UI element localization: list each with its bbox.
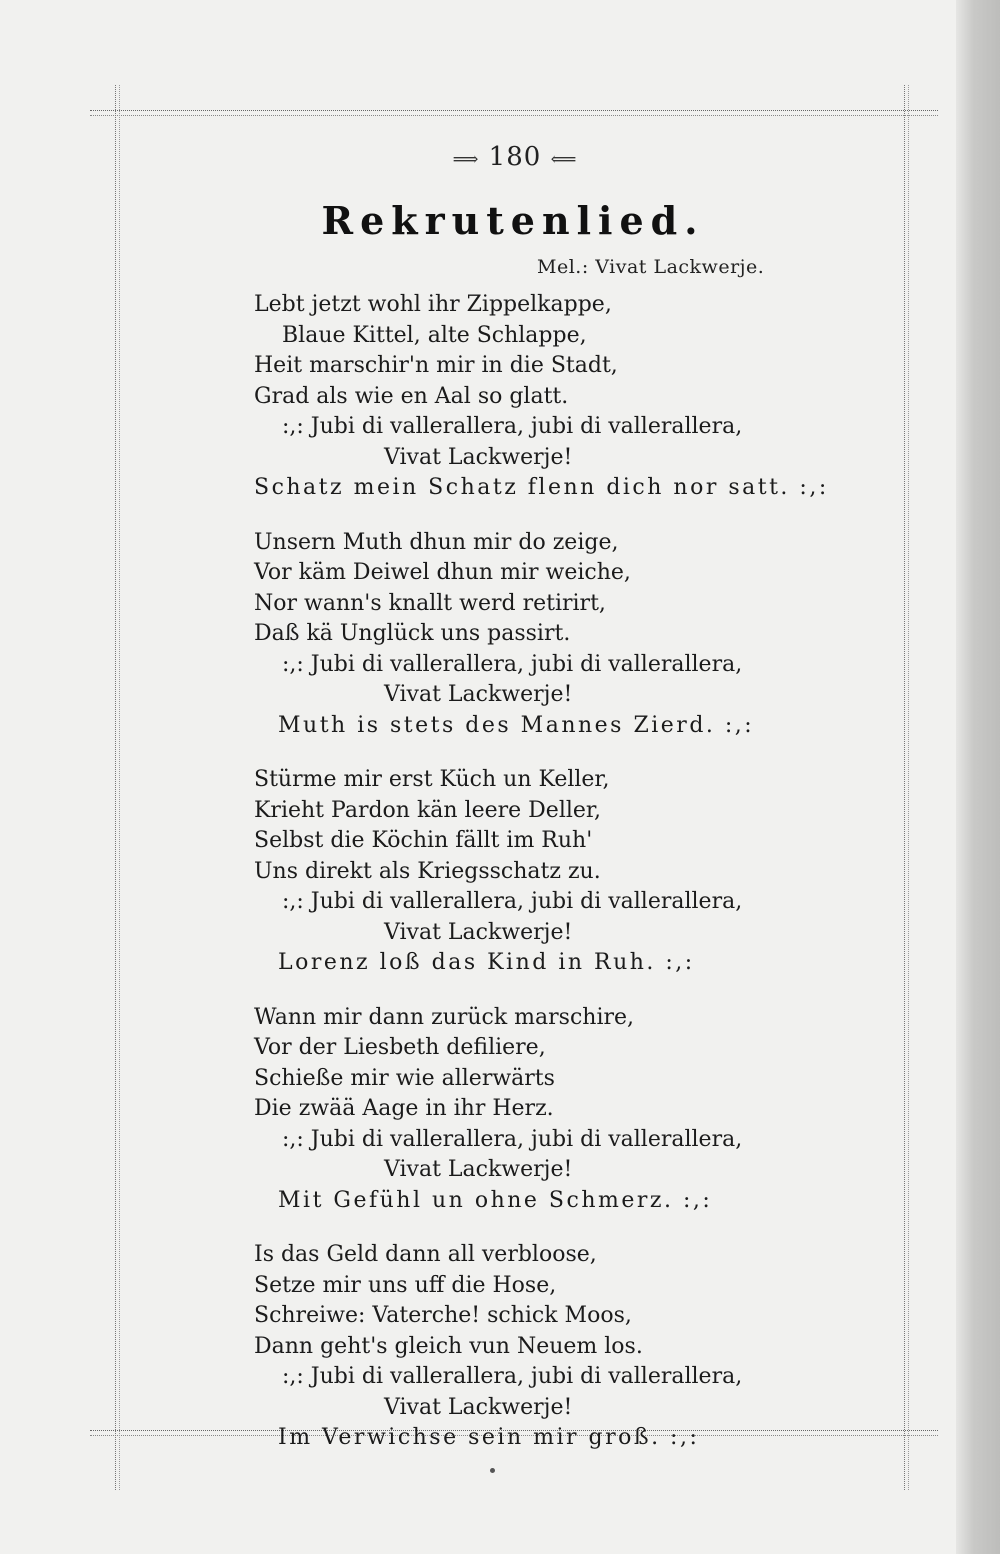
verse-line: Heit marschir'n mir in die Stadt, — [254, 353, 618, 378]
verse-line: Wann mir dann zurück marschire, — [254, 1004, 635, 1030]
verse-line: Unsern Muth dhun mir do zeige, — [254, 529, 619, 555]
refrain-line: Vivat Lackwerje! — [384, 682, 573, 707]
melody-note: Mel.: Vivat Lackwerje. — [537, 256, 765, 278]
verse-line: Die zwää Aage in ihr Herz. — [254, 1096, 554, 1121]
verse-line: Stürme mir erst Küch un Keller, — [254, 767, 610, 792]
stanza-4 — [254, 1003, 854, 1217]
verse-line: Selbst die Köchin fällt im Ruh' — [254, 828, 593, 853]
refrain-line: :,: Jubi di vallerallera, jubi di vallerallera, — [282, 1126, 743, 1152]
poem — [254, 290, 854, 1478]
refrain-line: :,: Jubi di vallerallera, jubi di vallerallera, — [282, 651, 743, 677]
verse-line: Schreiwe: Vaterche! schick Moos, — [254, 1303, 632, 1328]
refrain-line: Vivat Lackwerje! — [384, 1157, 573, 1182]
verse-line: Daß kä Unglück uns passirt. — [254, 621, 571, 646]
refrain-line: Lorenz loß das Kind in Ruh. :,: — [278, 950, 695, 975]
print-speck — [490, 1468, 495, 1473]
verse-line: Vor käm Deiwel dhun mir weiche, — [254, 560, 631, 585]
right-ornament: ⟸ — [550, 149, 578, 170]
verse-line: Uns direkt als Kriegsschatz zu. — [254, 858, 601, 884]
refrain-line: Vivat Lackwerje! — [384, 444, 573, 470]
left-border-rule — [115, 85, 120, 1490]
song-title: Rekrutenlied. — [321, 198, 705, 243]
verse-line: Vor der Liesbeth defiliere, — [254, 1035, 546, 1060]
verse-line: Dann geht's gleich vun Neuem los. — [254, 1333, 643, 1359]
verse-line: Schieße mir wie allerwärts — [254, 1065, 555, 1091]
refrain-line: Vivat Lackwerje! — [384, 1394, 573, 1420]
page-number-header — [0, 142, 1000, 172]
refrain-line: Im Verwichse sein mir groß. :,: — [278, 1425, 700, 1450]
right-border-rule — [904, 85, 909, 1490]
refrain-line: :,: Jubi di vallerallera, jubi di vallerallera, — [282, 1364, 743, 1389]
refrain-line: :,: Jubi di vallerallera, jubi di vallerallera, — [282, 889, 743, 914]
refrain-line: Muth is stets des Mannes Zierd. :,: — [278, 712, 755, 738]
stanza-5 — [254, 1240, 854, 1454]
verse-line: Setze mir uns uff die Hose, — [254, 1272, 557, 1298]
verse-line: Lebt jetzt wohl ihr Zippelkappe, — [254, 292, 612, 317]
verse-line: Krieht Pardon kän leere Deller, — [254, 797, 602, 823]
stanza-2 — [254, 528, 854, 742]
top-border-rule — [90, 110, 938, 116]
stanza-3 — [254, 765, 854, 979]
page-number: 180 — [488, 142, 542, 172]
verse-line: Grad als wie en Aal so glatt. — [254, 383, 569, 409]
refrain-line: :,: Jubi di vallerallera, jubi di vallerallera, — [282, 414, 743, 439]
verse-line: Is das Geld dann all verbloose, — [254, 1242, 597, 1267]
verse-line: Blaue Kittel, alte Schlappe, — [282, 322, 587, 348]
refrain-line: Vivat Lackwerje! — [384, 919, 573, 945]
verse-line: Nor wann's knallt werd retirirt, — [254, 590, 606, 616]
left-ornament: ⟹ — [452, 149, 480, 170]
stanza-1 — [254, 290, 854, 504]
refrain-line: Schatz mein Schatz flenn dich nor satt. :,: — [254, 475, 829, 500]
refrain-line: Mit Gefühl un ohne Schmerz. :,: — [278, 1187, 713, 1213]
